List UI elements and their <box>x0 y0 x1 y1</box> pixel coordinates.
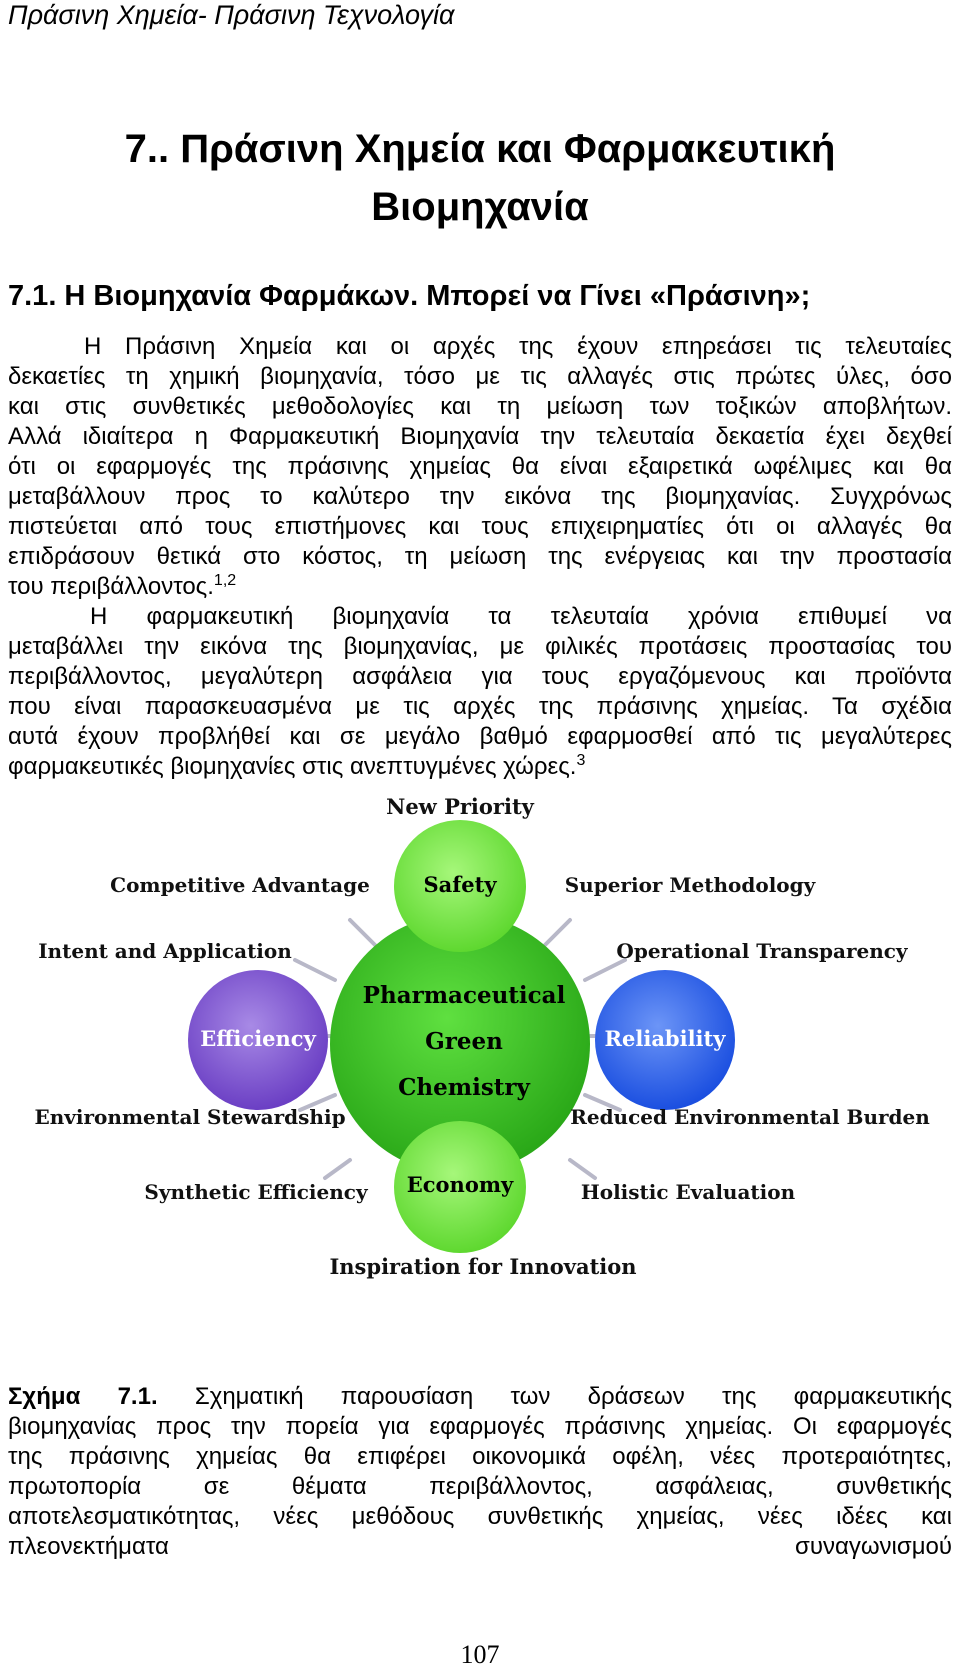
synthetic-efficiency-label: Synthetic Efficiency <box>144 1180 368 1204</box>
paragraph-1-line-1: Η Πράσινη Χημεία και οι αρχές της έχουν επηρεάσει τις τελευταίες <box>84 333 952 360</box>
chapter-title <box>0 120 960 236</box>
spoke-bottom-right <box>570 1160 595 1178</box>
caption-line-1-text: Σχηματική παρουσίαση των δράσεων της φαρμακευτικής <box>194 1383 953 1410</box>
superior-methodology-label: Superior Methodology <box>564 873 816 897</box>
paragraph-2-line-6-text: φαρμακευτικές βιομηχανίες στις ανεπτυγμένες χώρες. <box>8 753 577 780</box>
spoke-top-right <box>545 920 570 945</box>
paragraph-1-line-9-text: του περιβάλλοντος. <box>8 573 214 600</box>
chapter-title-line-1: 7.. Πράσινη Χημεία και Φαρμακευτική <box>124 127 836 171</box>
new-priority-label: New Priority <box>386 794 534 819</box>
intent-application-label: Intent and Application <box>38 939 292 963</box>
spoke-bottom-left <box>325 1160 350 1178</box>
caption-line-5: αποτελεσματικότητας, νέες μεθόδους συνθετικής χημείας, νέες ιδέες και <box>8 1503 952 1530</box>
center-label-line-1: Pharmaceutical <box>362 982 566 1009</box>
paragraph-1-line-5: ότι οι εφαρμογές της πράσινης χημείας θα είναι εξαιρετικά ωφέλιμες και θα <box>8 453 952 480</box>
green-chemistry-diagram <box>0 770 960 1300</box>
spoke-mid-right <box>585 960 625 980</box>
holistic-evaluation-label: Holistic Evaluation <box>580 1180 796 1204</box>
citation-3: 3 <box>576 752 586 769</box>
caption-line-4: πρωτοπορία σε θέματα περιβάλλοντος, ασφάλειας, συνθετικής <box>8 1473 952 1500</box>
paragraph-1-line-6: μεταβάλλουν προς το καλύτερο την εικόνα της βιομηχανίας. Συγχρόνως <box>8 483 952 510</box>
paragraph-2-line-3: περιβάλλοντος, μεγαλύτερη ασφάλεια για τους εργαζόμενους και προϊόντα <box>8 663 952 690</box>
caption-line-1 <box>8 1382 952 1412</box>
paragraph-2-line-4: που είναι παρασκευασμένα με τις αρχές της πράσινης χημείας. Τα σχέδια <box>8 693 952 720</box>
safety-label: Safety <box>423 872 497 897</box>
caption-line-6: πλεονεκτήματα συναγωνισμού <box>8 1533 952 1560</box>
inspiration-label: Inspiration for Innovation <box>329 1254 637 1279</box>
paragraph-2-line-5: αυτά έχουν προβλήθεί και σε μεγάλο βαθμό εφαρμοσθεί από τις μεγαλύτερες <box>8 723 952 750</box>
paragraph-2-line-2: μεταβάλλει την εικόνα της βιομηχανίας, με φιλικές προτάσεις προστασίας του <box>8 633 952 660</box>
paragraph-1-line-9 <box>8 572 952 602</box>
page-number: 107 <box>460 1640 500 1669</box>
paragraph-1-line-4: Αλλά ιδιαίτερα η Φαρμακευτική Βιομηχανία την τελευταία δεκαετία έχει δεχθεί <box>8 423 952 450</box>
center-label-line-3: Chemistry <box>398 1074 530 1101</box>
paragraph-1-line-3: και στις συνθετικές μεθοδολογίες και τη μείωση των τοξικών αποβλήτων. <box>8 393 952 420</box>
competitive-advantage-label: Competitive Advantage <box>110 873 370 897</box>
economy-label: Economy <box>406 1172 514 1197</box>
section-heading: 7.1. Η Βιομηχανία Φαρμάκων. Μπορεί να Γίνει «Πράσινη»; <box>8 280 811 312</box>
spoke-mid-left <box>295 960 335 980</box>
running-header: Πράσινη Χημεία- Πράσινη Τεχνολογία <box>8 0 455 30</box>
spoke-top-left <box>350 920 375 945</box>
center-label-line-2: Green <box>425 1028 503 1055</box>
chapter-title-line-2: Βιομηχανία <box>371 185 589 229</box>
operational-transparency-label: Operational Transparency <box>616 939 908 963</box>
paragraph-1-line-2: δεκαετίες τη χημική βιομηχανία, τόσο με τις αλλαγές στις πρώτες ύλες, όσο <box>8 363 952 390</box>
caption-label: Σχήμα 7.1. <box>8 1383 158 1410</box>
reliability-label: Reliability <box>604 1026 726 1051</box>
paragraph-1-line-8: επιδράσουν θετικά στο κόστος, τη μείωση της ενέργειας και την προστασία <box>8 543 952 570</box>
paragraph-1-line-7: πιστεύεται από τους επιστήμονες και τους επιχειρηματίες ότι οι αλλαγές θα <box>8 513 952 540</box>
citation-1-2: 1,2 <box>213 572 237 589</box>
environmental-stewardship-label: Environmental Stewardship <box>34 1105 346 1129</box>
efficiency-label: Efficiency <box>200 1026 316 1051</box>
caption-line-2: βιομηχανίας προς την πορεία για εφαρμογές πράσινης χημείας. Οι εφαρμογές <box>8 1413 952 1440</box>
reduced-environmental-burden-label: Reduced Environmental Burden <box>570 1105 930 1129</box>
paragraph-2-line-1: Η φαρμακευτική βιομηχανία τα τελευταία χρόνια επιθυμεί να <box>90 603 952 630</box>
caption-line-3: της πράσινης χημείας θα επιφέρει οικονομικά οφέλη, νέες προτεραιότητες, <box>8 1443 952 1470</box>
